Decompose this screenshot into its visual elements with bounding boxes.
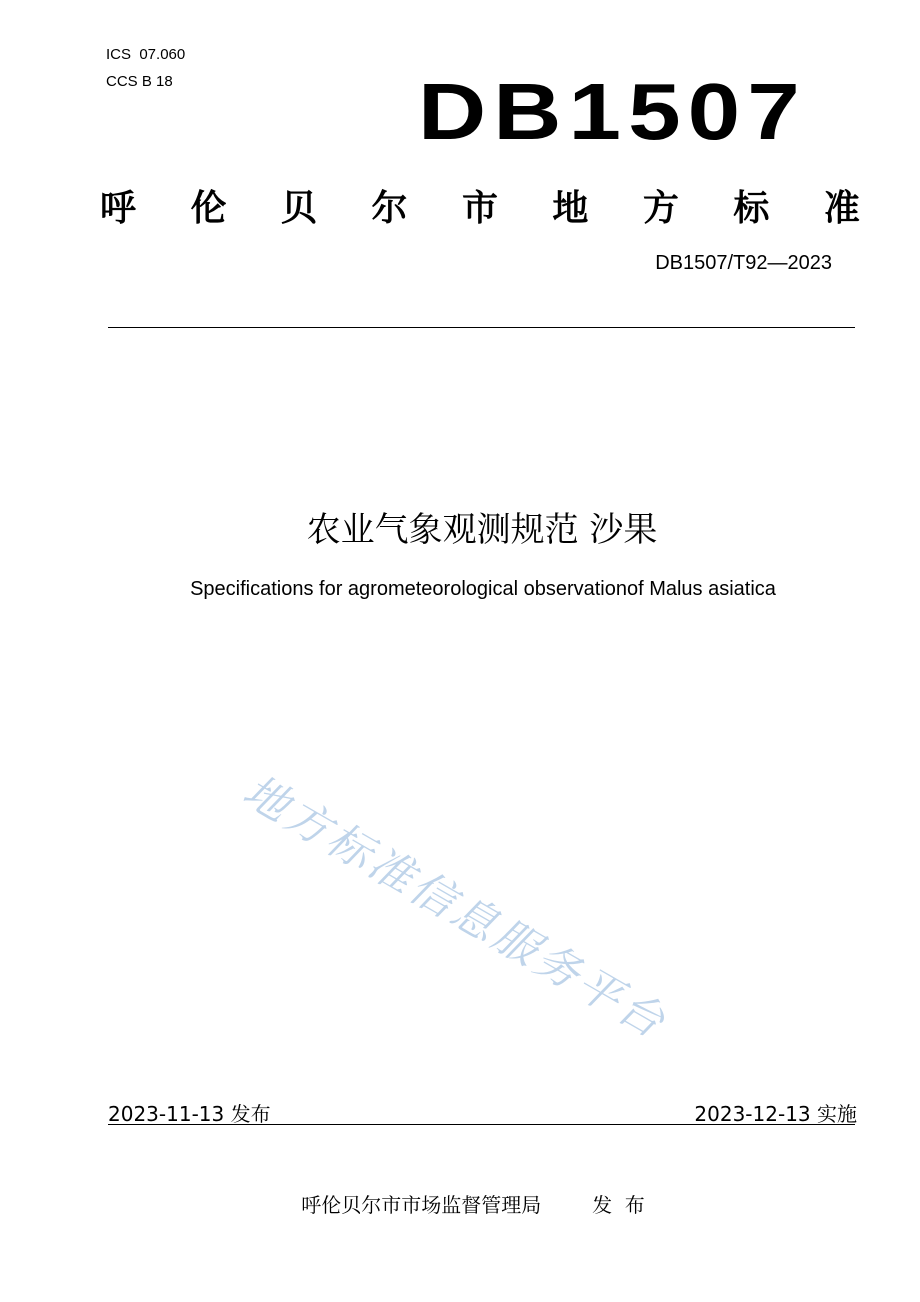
issuer-name: 呼伦贝尔市市场监督管理局 — [301, 1193, 542, 1217]
bottom-divider — [108, 1124, 855, 1125]
standard-type-char: 呼 — [100, 188, 137, 229]
standard-type-char: 准 — [823, 188, 860, 229]
standard-type-char: 尔 — [371, 188, 408, 229]
standard-type-char: 标 — [733, 188, 770, 229]
standard-type-char: 伦 — [190, 188, 227, 229]
standard-type-char: 地 — [552, 188, 589, 229]
standard-type-heading — [100, 180, 860, 231]
standard-type-char: 方 — [642, 188, 679, 229]
watermark — [230, 760, 790, 1080]
standard-type-char: 市 — [461, 188, 498, 229]
db-code-logo: DB1507 — [418, 67, 807, 156]
issue-date: 2023-11-13 发布 — [108, 1102, 271, 1126]
title-chinese: 农业气象观测规范 沙果 — [306, 510, 658, 550]
issuer-line — [0, 1189, 920, 1218]
standard-number: DB1507/T92—2023 — [655, 252, 832, 274]
standard-type-char: 贝 — [280, 188, 317, 229]
ccs-code: CCS B 18 — [106, 73, 173, 90]
implementation-date: 2023-12-13 实施 — [694, 1102, 857, 1126]
title-english: Specifications for agrometeorological observationof Malus asiatica — [190, 578, 776, 600]
issuer-action: 发 布 — [592, 1193, 645, 1217]
ics-code: ICS 07.060 — [106, 46, 186, 63]
top-divider — [108, 327, 855, 328]
watermark-text: 地方标准信息服务平台 — [234, 765, 676, 1050]
